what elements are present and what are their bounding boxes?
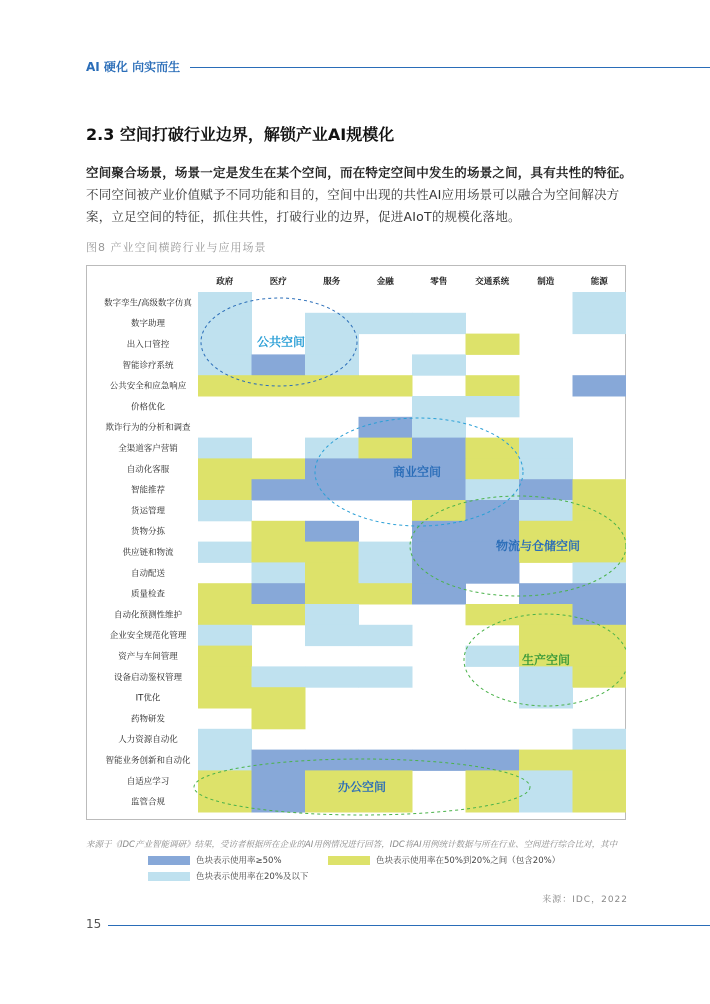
matrix-cell — [252, 687, 306, 708]
matrix-cell — [305, 334, 359, 355]
matrix-cell — [519, 604, 573, 625]
matrix-cell — [198, 750, 252, 771]
matrix-cell — [466, 791, 520, 812]
matrix-cell — [573, 770, 627, 791]
matrix-cell — [252, 562, 306, 583]
matrix-cell — [252, 583, 306, 604]
matrix-cell — [412, 313, 466, 334]
matrix-cell — [466, 500, 520, 521]
matrix-cell — [305, 313, 359, 334]
row-label: 自动化预测性维护 — [113, 610, 183, 621]
row-label: 智能诊疗系统 — [122, 360, 174, 371]
matrix-cell — [198, 666, 252, 687]
matrix-cell — [519, 666, 573, 687]
matrix-cell — [359, 791, 413, 812]
matrix-cell — [198, 625, 252, 646]
matrix-cell — [305, 583, 359, 604]
matrix-cell — [305, 625, 359, 646]
column-header: 政府 — [216, 277, 234, 287]
matrix-cell — [305, 479, 359, 500]
matrix-cell — [359, 375, 413, 396]
matrix-cell — [198, 438, 252, 459]
matrix-cell — [466, 562, 520, 583]
matrix-cell — [412, 542, 466, 563]
body-paragraph-rest: 不同空间被产业价值赋予不同功能和目的，空间中出现的共性AI应用场景可以融合为空间解决方案，立足空间的特征，抓住共性，打破行业的边界，促进AIoT的规模化落地。 — [86, 187, 620, 224]
matrix-cell — [198, 542, 252, 563]
space-label: 商业空间 — [392, 465, 442, 479]
matrix-cell — [359, 479, 413, 500]
legend-swatch-mid — [328, 856, 370, 865]
matrix-cell — [252, 750, 306, 771]
matrix-cell — [359, 417, 413, 438]
row-label: 智能业务创新和自动化 — [105, 756, 191, 766]
matrix-cell — [519, 583, 573, 604]
running-header-title: AI 硬化 向实而生 — [86, 60, 181, 74]
matrix-cell — [252, 604, 306, 625]
matrix-cell — [359, 583, 413, 604]
space-label: 公共空间 — [256, 335, 306, 349]
matrix-cell — [573, 791, 627, 812]
matrix-cell — [412, 583, 466, 604]
legend-low — [148, 870, 308, 882]
row-label: 出入口管控 — [126, 340, 170, 350]
body-paragraph — [86, 162, 636, 228]
matrix-cell — [198, 479, 252, 500]
section-heading: 2.3 空间打破行业边界，解锁产业AI规模化 — [86, 125, 395, 144]
matrix-cell — [573, 562, 627, 583]
row-label: 数字孪生/高级数字仿真 — [104, 298, 192, 309]
matrix-cell — [198, 375, 252, 396]
matrix-cell — [305, 458, 359, 479]
matrix-cell — [305, 375, 359, 396]
matrix-cell — [305, 542, 359, 563]
matrix-cell — [198, 729, 252, 750]
row-label: 人力资源自动化 — [118, 735, 178, 746]
row-label: 全渠道客户营销 — [118, 444, 178, 454]
matrix-cell — [305, 438, 359, 459]
source-note: 来源：IDC，2022 — [542, 895, 628, 905]
matrix-cell — [412, 417, 466, 438]
matrix-cell — [519, 770, 573, 791]
column-header: 金融 — [376, 277, 394, 287]
matrix-cell — [198, 458, 252, 479]
matrix-cell — [198, 604, 252, 625]
column-header: 服务 — [323, 277, 341, 287]
footer-rule — [108, 925, 710, 926]
matrix-cell — [573, 313, 627, 334]
row-label: 数字助理 — [130, 319, 166, 330]
row-label: 自动化客服 — [126, 464, 170, 475]
matrix-cell — [573, 604, 627, 625]
figure-caption: 图8 产业空间横跨行业与应用场景 — [86, 241, 267, 254]
matrix-cell — [573, 542, 627, 563]
matrix-cell — [466, 375, 520, 396]
matrix-cell — [519, 500, 573, 521]
matrix-cell — [198, 687, 252, 708]
matrix-cell — [305, 562, 359, 583]
matrix-cell — [573, 750, 627, 771]
matrix-cell — [573, 646, 627, 667]
matrix-cell — [412, 750, 466, 771]
row-label: 货运管理 — [130, 506, 166, 517]
row-label: 货物分拣 — [130, 527, 166, 538]
row-label: 自动配送 — [130, 568, 166, 579]
figure-footnote — [86, 838, 636, 853]
industry-scenario-matrix — [86, 270, 626, 820]
matrix-cell — [359, 438, 413, 459]
matrix-cell — [198, 354, 252, 375]
row-label: 企业安全规范化管理 — [109, 631, 187, 642]
matrix-cell — [519, 791, 573, 812]
matrix-cell — [198, 313, 252, 334]
row-label: 资产与车间管理 — [118, 652, 178, 662]
row-label: 设备启动鉴权管理 — [113, 672, 183, 683]
legend-swatch-high — [148, 856, 190, 865]
matrix-cell — [305, 666, 359, 687]
legend-high — [148, 854, 282, 866]
column-header: 交通系统 — [475, 277, 510, 287]
page-number: 15 — [86, 917, 102, 931]
matrix-cell — [252, 354, 306, 375]
matrix-cell — [198, 791, 252, 812]
matrix-cell — [305, 604, 359, 625]
legend-mid-label: 色块表示使用率在50%到20%之间（包含20%） — [376, 856, 561, 866]
row-label: 自适应学习 — [126, 776, 170, 787]
matrix-cell — [412, 396, 466, 417]
matrix-cell — [198, 646, 252, 667]
matrix-cell — [466, 604, 520, 625]
matrix-cell — [466, 770, 520, 791]
row-label: 质量检查 — [130, 589, 166, 600]
matrix-cell — [466, 646, 520, 667]
matrix-cell — [573, 666, 627, 687]
matrix-cell — [573, 500, 627, 521]
matrix-cell — [573, 479, 627, 500]
matrix-cell — [359, 542, 413, 563]
matrix-cell — [359, 313, 413, 334]
row-label: IT优化 — [135, 693, 161, 704]
matrix-cell — [466, 458, 520, 479]
matrix-cell — [412, 479, 466, 500]
matrix-cell — [412, 500, 466, 521]
legend-high-label: 色块表示使用率≥50% — [196, 856, 282, 866]
matrix-cell — [519, 687, 573, 708]
matrix-cell — [359, 562, 413, 583]
legend-swatch-low — [148, 872, 190, 881]
footnote-text: 来源于《IDC产业智能调研》结果，受访者根据所在企业的AI用例情况进行回答，IDC将AI用例统计数据与所在行业、空间进行综合比对，其中 — [86, 840, 618, 850]
matrix-cell — [359, 625, 413, 646]
row-label: 监管合规 — [130, 797, 166, 808]
matrix-cell — [198, 334, 252, 355]
matrix-cell — [573, 729, 627, 750]
matrix-cell — [305, 791, 359, 812]
matrix-cell — [466, 438, 520, 459]
matrix-cell — [198, 500, 252, 521]
row-label: 公共安全和应急响应 — [109, 381, 187, 392]
matrix-cell — [519, 479, 573, 500]
matrix-cell — [252, 458, 306, 479]
matrix-cell — [573, 583, 627, 604]
matrix-cell — [466, 334, 520, 355]
legend-mid — [328, 854, 560, 866]
column-header: 能源 — [590, 277, 608, 287]
matrix-cell — [305, 750, 359, 771]
matrix-cell — [412, 521, 466, 542]
matrix-cell — [198, 770, 252, 791]
matrix-cell — [466, 479, 520, 500]
row-label: 智能推荐 — [130, 485, 166, 496]
matrix-cell — [412, 438, 466, 459]
column-header: 制造 — [537, 277, 555, 287]
row-label: 药物研发 — [130, 714, 166, 725]
column-header: 医疗 — [269, 277, 287, 287]
matrix-cell — [252, 542, 306, 563]
matrix-cell — [252, 770, 306, 791]
matrix-cell — [412, 562, 466, 583]
matrix-cell — [305, 354, 359, 375]
matrix-cell — [519, 458, 573, 479]
space-label: 办公空间 — [337, 780, 387, 794]
matrix-cell — [198, 583, 252, 604]
row-label: 欺诈行为的分析和调查 — [105, 423, 191, 434]
matrix-cell — [359, 666, 413, 687]
matrix-cell — [573, 625, 627, 646]
matrix-cell — [252, 708, 306, 729]
matrix-cell — [519, 750, 573, 771]
matrix-cell — [412, 354, 466, 375]
space-label: 生产空间 — [521, 653, 571, 667]
matrix-cell — [252, 666, 306, 687]
matrix-cell — [466, 750, 520, 771]
header-rule — [190, 67, 710, 68]
matrix-cell — [573, 292, 627, 313]
matrix-cell — [252, 521, 306, 542]
matrix-cell — [573, 375, 627, 396]
column-header: 零售 — [430, 277, 448, 287]
body-paragraph-bold: 空间聚合场景，场景一定是发生在某个空间，而在特定空间中发生的场景之间，具有共性的特征。 — [86, 165, 633, 180]
legend-low-label: 色块表示使用率在20%及以下 — [196, 872, 309, 882]
matrix-cell — [573, 521, 627, 542]
matrix-cell — [519, 625, 573, 646]
row-label: 价格优化 — [130, 402, 166, 413]
matrix-cell — [519, 438, 573, 459]
matrix-cell — [305, 521, 359, 542]
row-label: 供应链和物流 — [122, 548, 174, 558]
matrix-cell — [252, 479, 306, 500]
matrix-cell — [466, 396, 520, 417]
space-label: 物流与仓储空间 — [495, 539, 581, 553]
